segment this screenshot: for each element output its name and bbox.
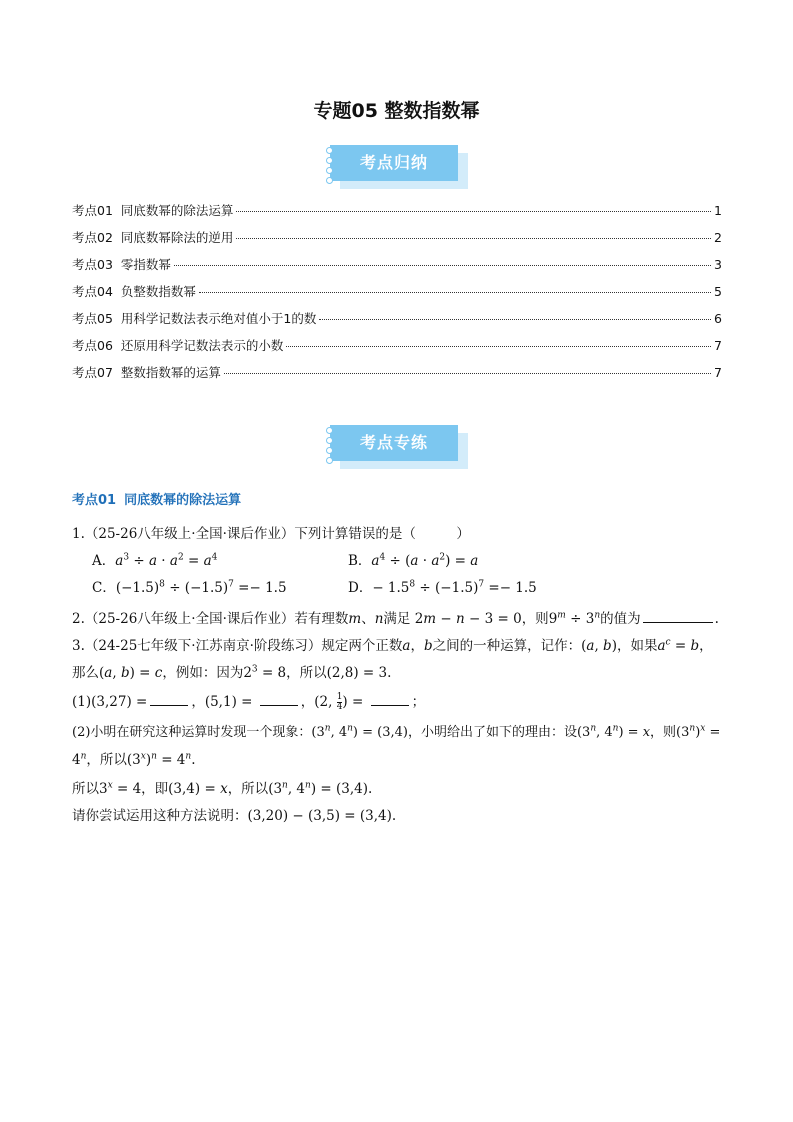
- answer-blank[interactable]: [260, 693, 298, 706]
- banner-practice: [326, 425, 470, 469]
- question-1-stem: 1.（25-26八年级上·全国·课后作业）下列计算错误的是（ ）: [72, 526, 470, 542]
- answer-blank[interactable]: [643, 610, 713, 623]
- question-2: 2.（25-26八年级上·全国·课后作业）若有理数m、n满足 2m − n − 3 = 0，则$9^m \div 3^n$的值为 .: [72, 610, 719, 627]
- toc-code: 考点05: [72, 311, 113, 326]
- banner-summary: [326, 145, 470, 189]
- toc-page: 5: [714, 284, 722, 299]
- toc-name: 同底数幂除法的逆用: [120, 230, 234, 245]
- toc-name: 用科学记数法表示绝对值小于1的数: [120, 311, 317, 326]
- answer-blank[interactable]: [150, 693, 188, 706]
- banner-practice-label: 考点专练: [359, 433, 428, 452]
- toc-row[interactable]: [72, 255, 722, 282]
- toc-name: 整数指数幂的运算: [120, 365, 221, 380]
- toc-row[interactable]: [72, 336, 722, 363]
- question-3-part-2-line-4: 请你尝试运用这种方法说明：(3,20) − (3,5) = (3,4).: [72, 808, 397, 824]
- option-c[interactable]: C．$(-1.5)^8 \div (-1.5)^7 =- 1.5$: [92, 579, 287, 596]
- toc-row[interactable]: [72, 282, 722, 309]
- toc-code: 考点06: [72, 338, 113, 353]
- toc-page: 1: [714, 203, 722, 218]
- table-of-contents: [72, 201, 722, 390]
- option-a[interactable]: A．$a^3 \div a \cdot a^2 = a^4$: [92, 552, 218, 569]
- question-3-part-2-line-1: (2)小明在研究这种运算时发现一个现象：(3$^n$, $4^n) = (3,4)$，小明给出了如下的理由：设(3$^n$, $4^n) = x$，则$(3^n)^x$ =: [72, 723, 721, 740]
- toc-name: 同底数幂的除法运算: [120, 203, 234, 218]
- toc-row[interactable]: [72, 363, 722, 390]
- toc-row[interactable]: [72, 228, 722, 255]
- toc-name: 零指数幂: [120, 257, 171, 272]
- toc-page: 7: [714, 365, 722, 380]
- question-3-part-2-line-3: 所以$3^x = 4$，即(3,4) = x，所以(3$^n$, $4^n) = (3,4)$.: [72, 780, 373, 797]
- toc-code: 考点02: [72, 230, 113, 245]
- toc-page: 2: [714, 230, 722, 245]
- toc-name: 还原用科学记数法表示的小数: [120, 338, 284, 353]
- toc-code: 考点03: [72, 257, 113, 272]
- toc-page: 7: [714, 338, 722, 353]
- toc-code: 考点07: [72, 365, 113, 380]
- toc-row[interactable]: [72, 309, 722, 336]
- answer-blank[interactable]: [371, 693, 409, 706]
- question-3-line-1: 3.（24-25七年级下·江苏南京·阶段练习）规定两个正数a，b之间的一种运算，记作：(a, b)，如果$a^c = b$，: [72, 637, 713, 654]
- toc-row[interactable]: [72, 201, 722, 228]
- option-b[interactable]: B．$a^4 \div (a \cdot a^2) = a$: [348, 552, 479, 569]
- toc-page: 6: [714, 311, 722, 326]
- question-3-part-2-line-2: 4$^n$，所以$(3^x)^n = 4^n$.: [72, 751, 196, 768]
- question-3-part-1: (1)(3,27) = ，(5,1) = ，(2, $\frac{1}{4}$ ) = ；: [72, 692, 426, 712]
- toc-page: 3: [714, 257, 722, 272]
- section-heading: 考点01 同底数幂的除法运算: [72, 493, 242, 508]
- toc-code: 考点04: [72, 284, 113, 299]
- toc-code: 考点01: [72, 203, 113, 218]
- page-title: 专题05 整数指数幂: [313, 100, 480, 122]
- toc-name: 负整数指数幂: [120, 284, 196, 299]
- banner-summary-label: 考点归纳: [359, 153, 428, 172]
- question-3-line-2: 那么(a, b) = c，例如：因为$2^3 = 8$，所以(2,8) = 3.: [72, 664, 392, 681]
- option-d[interactable]: D．− $1.5^8 \div (-1.5)^7 =- 1.5$: [348, 579, 537, 596]
